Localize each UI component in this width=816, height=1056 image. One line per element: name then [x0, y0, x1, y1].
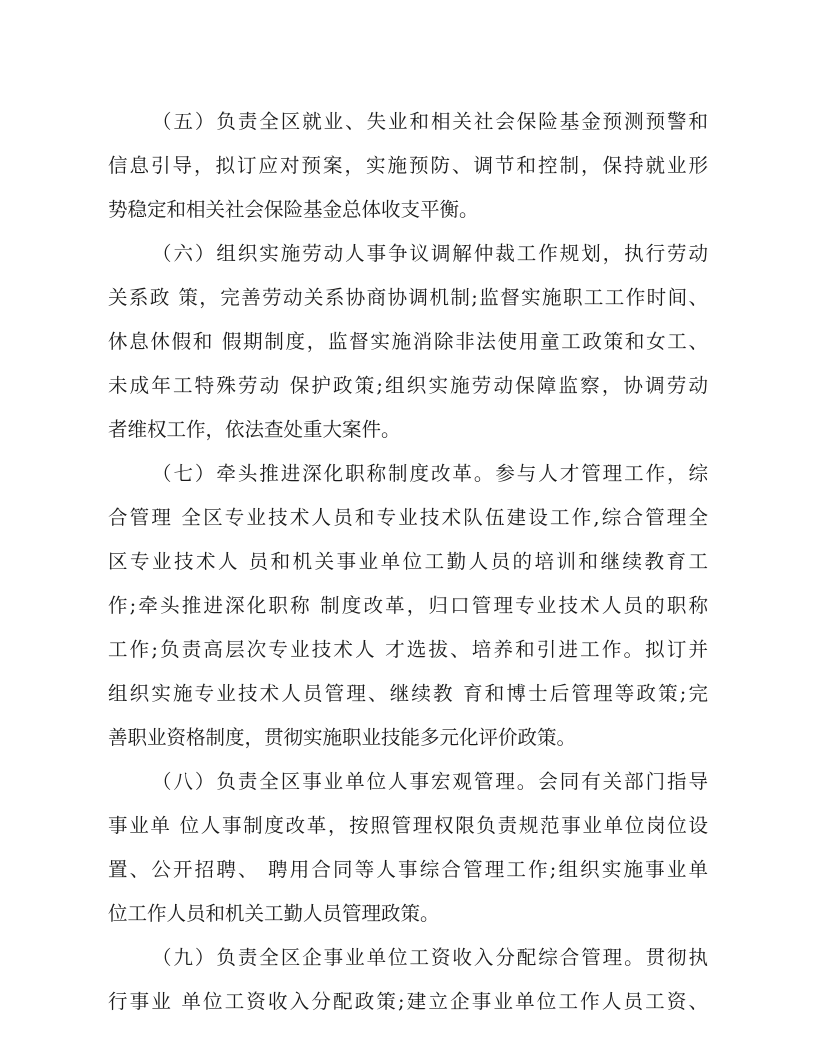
- paragraph-6: [108, 244, 708, 440]
- text-line: 休息休假和 假期制度，监督实施消除非法使用童工政策和女工、: [108, 330, 708, 353]
- text-line: 置、公开招聘、 聘用合同等人事综合管理工作;组织实施事业单: [108, 858, 708, 881]
- text-line: （八）负责全区事业单位人事宏观管理。会同有关部门指导: [152, 770, 708, 793]
- paragraph-5: [108, 112, 708, 220]
- text-line: 者维权工作，依法查处重大案件。: [108, 418, 401, 441]
- text-line: 势稳定和相关社会保险基金总体收支平衡。: [108, 198, 479, 221]
- text-line: 关系政 策，完善劳动关系协商协调机制;监督实施职工工作时间、: [108, 286, 708, 309]
- text-line: （九）负责全区企事业单位工资收入分配综合管理。贯彻执: [152, 946, 708, 969]
- text-line: 行事业 单位工资收入分配政策;建立企事业单位工作人员工资、: [108, 990, 708, 1013]
- text-line: 信息引导，拟订应对预案，实施预防、调节和控制，保持就业形: [108, 154, 708, 177]
- text-line: 未成年工特殊劳动 保护政策;组织实施劳动保障监察，协调劳动: [108, 374, 708, 397]
- paragraph-8: [108, 772, 708, 924]
- text-line: 作;牵头推进深化职称 制度改革，归口管理专业技术人员的职称: [108, 594, 708, 617]
- text-line: 事业单 位人事制度改革，按照管理权限负责规范事业单位岗位设: [108, 814, 708, 837]
- text-line: （七）牵头推进深化职称制度改革。参与人才管理工作，综: [152, 462, 708, 485]
- text-line: （五）负责全区就业、失业和相关社会保险基金预测预警和: [152, 110, 708, 133]
- text-line: 工作;负责高层次专业技术人 才选拔、培养和引进工作。拟订并: [108, 638, 708, 661]
- text-line: 合管理 全区专业技术人员和专业技术队伍建设工作,综合管理全: [108, 506, 708, 529]
- paragraph-7: [108, 464, 708, 748]
- paragraph-9: [108, 948, 708, 1012]
- text-line: 区专业技术人 员和机关事业单位工勤人员的培训和继续教育工: [108, 550, 708, 573]
- text-line: 位工作人员和机关工勤人员管理政策。: [108, 902, 440, 925]
- text-line: 组织实施专业技术人员管理、继续教 育和博士后管理等政策;完: [108, 682, 708, 705]
- text-line: （六）组织实施劳动人事争议调解仲裁工作规划，执行劳动: [152, 242, 708, 265]
- document-page: [108, 112, 708, 1036]
- text-line: 善职业资格制度，贯彻实施职业技能多元化评价政策。: [108, 726, 577, 749]
